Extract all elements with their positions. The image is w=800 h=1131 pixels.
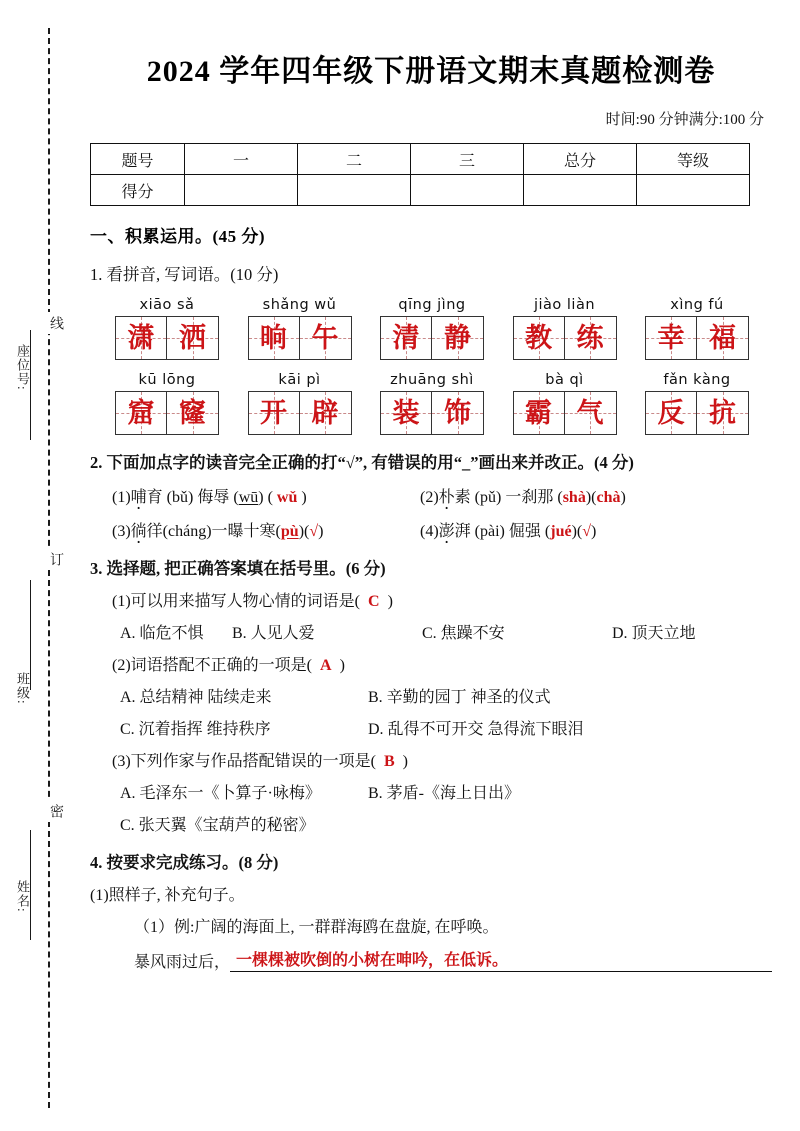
pinyin-label: shǎng wǔ bbox=[262, 297, 337, 313]
q2-item-2-close: ) bbox=[585, 489, 592, 506]
answer-character: 教 bbox=[525, 322, 552, 354]
answer-character: 练 bbox=[576, 322, 604, 354]
exam-page bbox=[72, 0, 800, 1131]
answer-character: 洒 bbox=[179, 322, 206, 354]
pinyin-label: qīng jìng bbox=[398, 297, 466, 313]
tianzige-box[interactable] bbox=[380, 391, 484, 435]
answer-character: 晌 bbox=[260, 322, 287, 354]
q2-item-2: (2)朴素 (pǔ) 一刹那 (shà)(chà) bbox=[420, 489, 626, 506]
pinyin-cell bbox=[373, 372, 491, 435]
question-4-written-answer[interactable]: 一棵棵被吹倒的小树在呻吟，在低诉。 bbox=[230, 947, 772, 972]
tianzige-cell bbox=[565, 317, 616, 359]
tianzige-cell bbox=[514, 392, 565, 434]
question-4-answer-line bbox=[90, 947, 772, 972]
q2-item-4-body: 湃 (pài) 倔 bbox=[454, 523, 525, 540]
answer-character: 窟 bbox=[127, 397, 155, 429]
tianzige-cell bbox=[646, 392, 697, 434]
q3-2-stem-text: (2)词语搭配不正确的一项是( bbox=[112, 657, 312, 674]
tianzige-box[interactable] bbox=[513, 316, 617, 360]
q3-1-option-d[interactable]: D. 顶天立地 bbox=[612, 625, 696, 642]
score-header-grade: 等级 bbox=[637, 144, 750, 175]
answer-character: 饰 bbox=[444, 397, 471, 429]
q2-item-3-mid: 十寒( bbox=[243, 523, 281, 540]
tianzige-cell bbox=[565, 392, 616, 434]
q3-2-stem-close: ) bbox=[339, 657, 345, 674]
answer-character: 窿 bbox=[179, 397, 206, 429]
q2-item-3-answer: pù bbox=[280, 523, 299, 540]
table-row-scores bbox=[91, 175, 750, 206]
answer-character: 气 bbox=[576, 397, 604, 429]
tianzige-box[interactable] bbox=[248, 391, 352, 435]
q2-item-2-body: 素 (pǔ) 一刹 bbox=[454, 489, 538, 506]
pinyin-cell bbox=[638, 297, 756, 360]
score-cell-grade[interactable] bbox=[637, 175, 750, 206]
field-label-class: 班级: bbox=[15, 672, 30, 705]
seal-margin-strip bbox=[0, 0, 72, 1131]
pinyin-cell bbox=[506, 297, 624, 360]
q2-item-3-num: (3) bbox=[112, 523, 131, 540]
q2-item-1-close: ) bbox=[301, 489, 307, 506]
pinyin-cell bbox=[241, 372, 359, 435]
pinyin-cell bbox=[108, 297, 226, 360]
score-cell-total[interactable] bbox=[524, 175, 637, 206]
question-2-prompt: 2. 下面加点字的读音完全正确的打“√”, 有错误的用“_”画出来并改正。(4 分) bbox=[90, 453, 634, 472]
q2-item-4-check-icon: √ bbox=[582, 523, 591, 540]
answer-character: 午 bbox=[311, 322, 339, 354]
field-label-seat-number: 座位号: bbox=[15, 344, 30, 391]
tianzige-box[interactable] bbox=[645, 316, 749, 360]
tianzige-cell bbox=[432, 317, 483, 359]
q2-item-1-mid: 辱 ( bbox=[213, 489, 239, 506]
q2-item-3: (3)徜徉(cháng)一曝十寒(pù)(√) bbox=[112, 523, 324, 540]
question-4-1-prompt: (1)照样子, 补充句子。 bbox=[90, 887, 245, 904]
question-3-2-stem bbox=[90, 652, 772, 675]
answer-character: 装 bbox=[392, 397, 420, 429]
question-3-2-options-row-2 bbox=[90, 716, 772, 739]
q2-item-2-num: (2) bbox=[420, 489, 439, 506]
q3-1-option-b[interactable]: B. 人见人爱 bbox=[232, 625, 315, 642]
exam-time-info: 时间:90 分钟满分:100 分 bbox=[605, 112, 764, 128]
answer-character: 反 bbox=[657, 397, 685, 429]
tianzige-cell bbox=[381, 317, 432, 359]
pinyin-label: fǎn kàng bbox=[663, 372, 731, 388]
answer-character: 福 bbox=[709, 322, 736, 354]
q3-1-option-a[interactable]: A. 临危不惧 bbox=[120, 625, 204, 642]
tianzige-box[interactable] bbox=[115, 391, 219, 435]
tianzige-cell bbox=[167, 392, 218, 434]
pinyin-label: jiào liàn bbox=[533, 297, 596, 313]
question-1-prompt: 1. 看拼音, 写词语。(10 分) bbox=[90, 265, 279, 284]
tianzige-cell bbox=[249, 317, 300, 359]
q3-1-option-c[interactable]: C. 焦躁不安 bbox=[422, 625, 505, 642]
answer-character: 霸 bbox=[525, 397, 552, 429]
q3-3-answer: B bbox=[384, 753, 395, 770]
question-3-2-options-row-1 bbox=[90, 684, 772, 707]
q2-item-2-mid: 那 ( bbox=[537, 489, 563, 506]
pinyin-cell bbox=[638, 372, 756, 435]
score-header-2: 二 bbox=[298, 144, 411, 175]
pinyin-label: bà qì bbox=[545, 372, 584, 388]
tianzige-cell bbox=[300, 317, 351, 359]
score-header-total: 总分 bbox=[524, 144, 637, 175]
q2-item-2-answer: shà bbox=[562, 489, 586, 506]
q2-item-3-check-icon: √ bbox=[309, 523, 319, 540]
q3-2-answer: A bbox=[320, 657, 332, 674]
score-header-3: 三 bbox=[411, 144, 524, 175]
table-row-header bbox=[91, 144, 750, 175]
score-row-label: 得分 bbox=[91, 175, 185, 206]
tianzige-cell bbox=[116, 392, 167, 434]
tianzige-cell bbox=[249, 392, 300, 434]
question-3-1-stem bbox=[90, 588, 772, 611]
tianzige-cell bbox=[116, 317, 167, 359]
answer-character: 清 bbox=[392, 322, 420, 354]
q3-3-option-a[interactable]: A. 毛泽东一《卜算子·咏梅》 bbox=[120, 785, 321, 802]
q2-item-1-body: 育 (bǔ) 侮 bbox=[146, 489, 214, 506]
q2-item-2-answer-2: chà bbox=[596, 489, 621, 506]
question-2-row-1 bbox=[90, 484, 772, 507]
pinyin-cell bbox=[241, 297, 359, 360]
tianzige-box[interactable] bbox=[380, 316, 484, 360]
pinyin-label: xiāo sǎ bbox=[139, 297, 195, 313]
q2-item-4-dot-char: 澎 bbox=[438, 523, 455, 540]
seal-word-ding: 订 bbox=[38, 548, 62, 570]
pinyin-label: xìng fú bbox=[670, 297, 724, 313]
q2-item-1-underlined-pinyin: wū bbox=[238, 489, 259, 506]
score-table bbox=[90, 143, 750, 206]
question-4-prompt: 4. 按要求完成练习。(8 分) bbox=[90, 853, 279, 872]
q2-item-3-dot-char: 徜 bbox=[130, 523, 147, 540]
q3-1-stem-close: ) bbox=[387, 593, 393, 610]
q3-3-option-b[interactable]: B. 茅盾-《海上日出》 bbox=[368, 785, 521, 802]
tianzige-cell bbox=[167, 317, 218, 359]
tianzige-cell bbox=[697, 392, 748, 434]
q3-2-option-a[interactable]: A. 总结精神 陆续走来 bbox=[120, 689, 272, 706]
pinyin-cell bbox=[108, 372, 226, 435]
q2-item-1 bbox=[90, 484, 420, 507]
q3-2-option-d[interactable]: D. 乱得不可开交 急得流下眼泪 bbox=[368, 721, 584, 738]
answer-character: 静 bbox=[444, 322, 471, 354]
q2-item-4-num: (4) bbox=[420, 523, 439, 540]
question-2-row-2 bbox=[90, 518, 772, 541]
q2-item-1-dot-char: 哺 bbox=[130, 489, 147, 506]
q3-3-stem-close: ) bbox=[402, 753, 408, 770]
tianzige-cell bbox=[381, 392, 432, 434]
seal-word-mi: 密 bbox=[38, 800, 62, 822]
score-cell-2[interactable] bbox=[298, 175, 411, 206]
seal-word-xian: 线 bbox=[38, 312, 62, 334]
q2-item-3-body: 徉(cháng)一曝 bbox=[146, 523, 244, 540]
answer-character: 辟 bbox=[311, 397, 339, 429]
tianzige-cell bbox=[514, 317, 565, 359]
score-cell-3[interactable] bbox=[411, 175, 524, 206]
q3-2-option-c[interactable]: C. 沉着指挥 维持秩序 bbox=[120, 721, 271, 738]
pinyin-cell bbox=[373, 297, 491, 360]
question-4-example: （1）例:广阔的海面上, 一群群海鸥在盘旋, 在呼唤。 bbox=[134, 919, 499, 936]
q3-1-stem-text: (1)可以用来描写人物心情的词语是( bbox=[112, 593, 360, 610]
answer-character: 潇 bbox=[127, 322, 155, 354]
tianzige-cell bbox=[646, 317, 697, 359]
q2-item-1-tail: ) ( bbox=[258, 489, 273, 506]
pinyin-row-1 bbox=[90, 297, 772, 360]
question-3-1-options bbox=[90, 620, 772, 643]
score-header-1: 一 bbox=[185, 144, 298, 175]
q2-item-4-answer: jué bbox=[550, 523, 572, 540]
section-heading-1: 一、积累运用。(45 分) bbox=[90, 227, 266, 246]
pinyin-label: kū lōng bbox=[138, 372, 196, 388]
score-cell-1[interactable] bbox=[185, 175, 298, 206]
pinyin-row-2 bbox=[90, 372, 772, 435]
q2-item-1-answer: wǔ bbox=[276, 489, 298, 506]
question-3-3-options-row-1 bbox=[90, 780, 772, 803]
pinyin-label: kāi pì bbox=[278, 372, 321, 388]
q2-item-2-dot-char: 朴 bbox=[438, 489, 455, 506]
q3-3-stem-text: (3)下列作家与作品搭配错误的一项是( bbox=[112, 753, 376, 770]
answer-character: 幸 bbox=[657, 322, 685, 354]
answer-character: 抗 bbox=[709, 397, 736, 429]
pinyin-cell bbox=[506, 372, 624, 435]
q3-1-answer: C bbox=[368, 593, 380, 610]
tianzige-box[interactable] bbox=[513, 391, 617, 435]
tianzige-box[interactable] bbox=[645, 391, 749, 435]
tianzige-cell bbox=[432, 392, 483, 434]
q2-item-1-num: (1) bbox=[112, 489, 131, 506]
pinyin-label: zhuāng shì bbox=[390, 372, 474, 388]
q2-item-4-mid: 强 ( bbox=[524, 523, 551, 540]
q3-2-option-b[interactable]: B. 辛勤的园丁 神圣的仪式 bbox=[368, 689, 551, 706]
tianzige-cell bbox=[300, 392, 351, 434]
score-header-label: 题号 bbox=[91, 144, 185, 175]
question-3-prompt: 3. 选择题, 把正确答案填在括号里。(6 分) bbox=[90, 559, 386, 578]
q3-3-option-c[interactable]: C. 张天翼《宝葫芦的秘密》 bbox=[120, 817, 315, 834]
field-label-name: 姓名: bbox=[15, 880, 30, 913]
q2-item-3-close: ) bbox=[298, 523, 305, 540]
tianzige-cell bbox=[697, 317, 748, 359]
question-3-3-options-row-2 bbox=[90, 812, 772, 835]
answer-character: 开 bbox=[260, 397, 287, 429]
tianzige-box[interactable] bbox=[248, 316, 352, 360]
page-title: 2024 学年四年级下册语文期末真题检测卷 bbox=[146, 55, 716, 88]
question-3-3-stem bbox=[90, 748, 772, 771]
tianzige-box[interactable] bbox=[115, 316, 219, 360]
q2-item-4: (4)澎湃 (pài) 倔强 (jué)(√) bbox=[420, 523, 597, 540]
q2-item-4-close: ) bbox=[571, 523, 577, 540]
question-4-answer-prefix: 暴风雨过后， bbox=[134, 954, 231, 971]
